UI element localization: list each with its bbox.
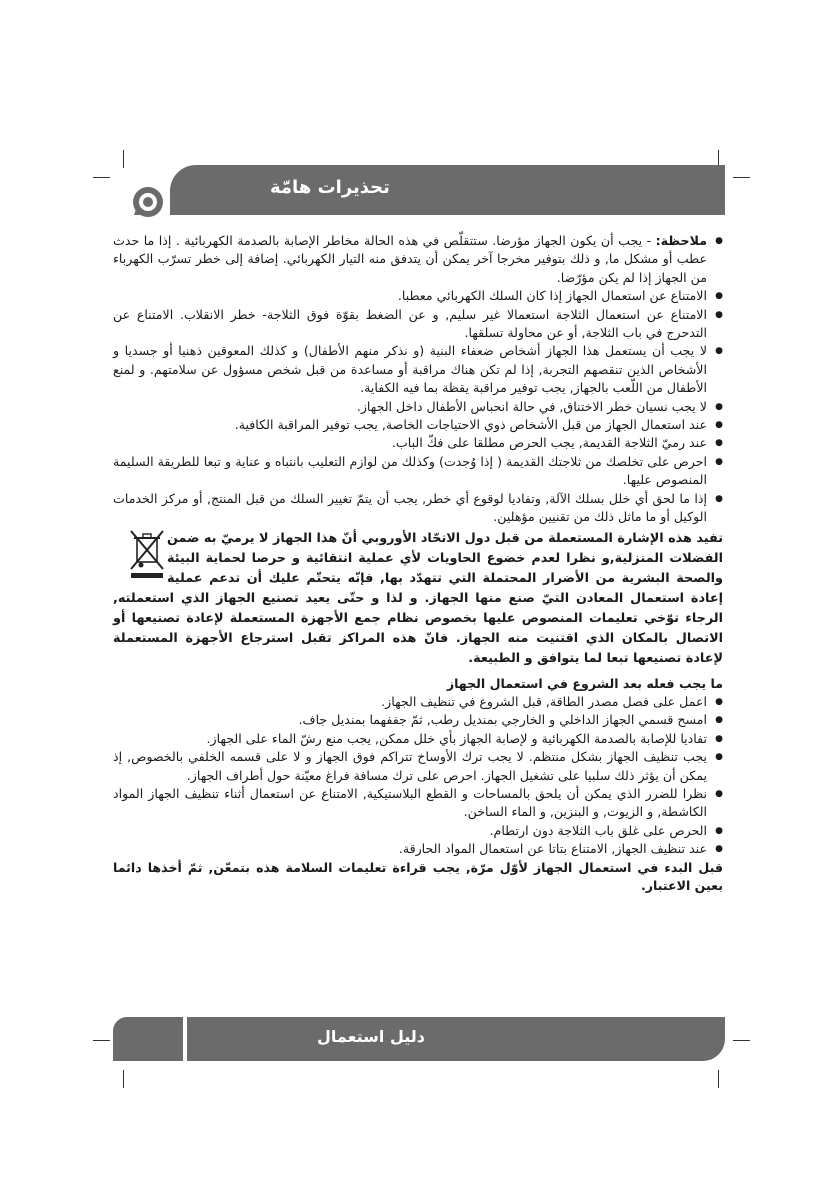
list-item: ● إذا ما لحق أي خلل بسلك الآلة, وتفاديا لوقوع أي خطر, يجب أن يتمّ تغيير السلك من قبل المنتج, أو مركز الخدمات الوكيل أو ما ماثل ذلك من تقنيين مؤهلين. <box>113 490 723 527</box>
footer-title-bar <box>187 1017 725 1061</box>
list-item: ● تفاديا للإصابة بالصدمة الكهربائية و لإصابة الجهاز بأي خلل ممكن, يجب منع رشّ الماء على الجهاز. <box>113 730 723 748</box>
warnings-list <box>113 232 723 527</box>
crop-mark <box>123 1070 124 1088</box>
page-number-box <box>113 1017 183 1061</box>
weee-notice <box>113 529 723 669</box>
footer-bar <box>113 1017 725 1061</box>
list-item: ● احرص على تخلصك من ثلاجتك القديمة ( إذا وُجدت) وكذلك من لوازم التعليب بانتباه و عناية و تبعا للطريقة السليمة المنصوص عليها. <box>113 453 723 490</box>
list-item: ● الامتناع عن استعمال الثلاجة استعمالا غير سليم, و عن الضغط بقوّة فوق الثلاجة- خطر الانقلاب. الامتناع عن التدحرج في باب الثلاجة, أو عن محاولة تسلقها. <box>113 306 723 343</box>
footer-title: دليل استعمال <box>317 1027 425 1046</box>
list-item: ● الامتناع عن استعمال الجهاز إذا كان السلك الكهربائي معطبا. <box>113 287 723 305</box>
list-item: ● يجب تنظيف الجهاز بشكل منتظم. لا يجب ترك الأوساخ تتراكم فوق الجهاز و لا على قسمه الخلفي بالخصوص, إذ يمكن أن يؤثر ذلك سلبيا على تشغيل الجهاز. احرص على ترك مسافة فراغ معيّنة حول أطراف الجهاز. <box>113 748 723 785</box>
page-title: تحذيرات هامّة <box>270 177 390 198</box>
list-item: ● لا يجب أن يستعمل هذا الجهاز أشخاص ضعفاء البنية (و نذكر منهم الأطفال) و كذلك المعوقين ذهنيا أو جسديا و الأشخاص الذين تنقصهم التجربة, إذا لم تكن هناك مراقبة أو مساعدة من قبل شخص مسؤول عن سلامتهم. و لمنع الأطفال من اللّعب بالجهاز, يجب توفير مراقبة يقظة بما فيه الكفاية. <box>113 342 723 397</box>
crop-mark <box>123 150 124 168</box>
list-item: ● نظرا للضرر الذي يمكن أن يلحق بالمساحات و القطع البلاستيكية, الامتناع عن استعمال أثناء تنظيف الجهاز المواد الكاشطة, و الزيوت, و البنزين, و الماء الساخن. <box>113 785 723 822</box>
list-item: ● لا يجب نسيان خطر الاختناق, في حالة انحباس الأطفال داخل الجهاز. <box>113 398 723 416</box>
list-item: ● امسح قسمي الجهاز الداخلي و الخارجي بمنديل رطب, ثمّ جففهما بمنديل جاف. <box>113 711 723 729</box>
list-item: ● اعمل على فصل مصدر الطاقة, قبل الشروع في تنظيف الجهاز. <box>113 693 723 711</box>
list-item: ● عند رميّ الثلاجة القديمة, يجب الحرص مطلقا على فكّ الباب. <box>113 434 723 452</box>
list-item: ● الحرص على غلق باب الثلاجة دون ارتطام. <box>113 822 723 840</box>
usage-list <box>113 693 723 859</box>
list-item: ● ملاحظة: - يجب أن يكون الجهاز مؤرضا. ستتقلّص في هذه الحالة مخاطر الإصابة بالصدمة الكهربائية . إذا ما حدث عطب أو مشكل ما, و ذلك بتوفير مخرجا آخر يمكن أن يتدفق منه التيار الكهربائي. إضافة إلى خطر تسرّب الكهرباء من الجهاز إذا لم يكن مؤرّضا. <box>113 232 723 287</box>
crossed-bin-icon <box>127 529 167 579</box>
list-item: ● عند تنظيف الجهاز, الامتناع بتاتا عن استعمال المواد الحارقة. <box>113 840 723 858</box>
crop-mark <box>733 1040 750 1041</box>
list-item: ● عند استعمال الجهاز من قبل الأشخاص ذوي الاحتياجات الخاصة, يجب توفير المراقبة الكافية. <box>113 416 723 434</box>
crop-mark <box>93 1040 110 1041</box>
crop-mark <box>733 177 750 178</box>
crop-mark <box>718 1070 719 1088</box>
crop-mark <box>93 177 110 178</box>
warnings-content <box>113 232 723 895</box>
header-bar <box>170 165 725 215</box>
note-label: ملاحظة: <box>655 233 707 248</box>
final-note: قبل البدء في استعمال الجهاز لأوّل مرّة, يجب قراءة تعليمات السلامة هذه بتمعّن, ثمّ أخذها دائما بعين الاعتبار. <box>113 859 723 893</box>
weee-text: تفيد هذه الإشارة المستعملة من قبل دول الاتحّاد الأوروبي أنّ هذا الجهاز لا يرميّ به ضمن الفضلات المنزلية,و نظرا لعدم خضوع الحاويات لأي عملية انتقائية و حرصا لحماية البيئة والصحة البشرية من الأضرار المحتملة التي تتهدّد بها, فإنّه يتحتّم عليك أن تدعم عملية إعادة استعمال المعادن التيّ صنع منها الجهاز. و لذا و حتّى يعيد تصنيع الجهاز الذي استعملته, الرجاء توّخي تعليمات المنصوص عليها بخصوص نظام جمع الأجهزة المستعملة لإعادة تصنيعها أو الاتصال بالمكان الذي اقتنيت منه الجهاز. فانّ هذه المراكز تقبل استرجاع الأجهزة المستعملة لإعادة تصنيعها تبعا لما يتوافق و الطبيعة. <box>113 530 723 666</box>
brand-logo-icon <box>131 185 165 219</box>
section-title: ما يجب فعله بعد الشروع في استعمال الجهاز <box>446 675 723 691</box>
